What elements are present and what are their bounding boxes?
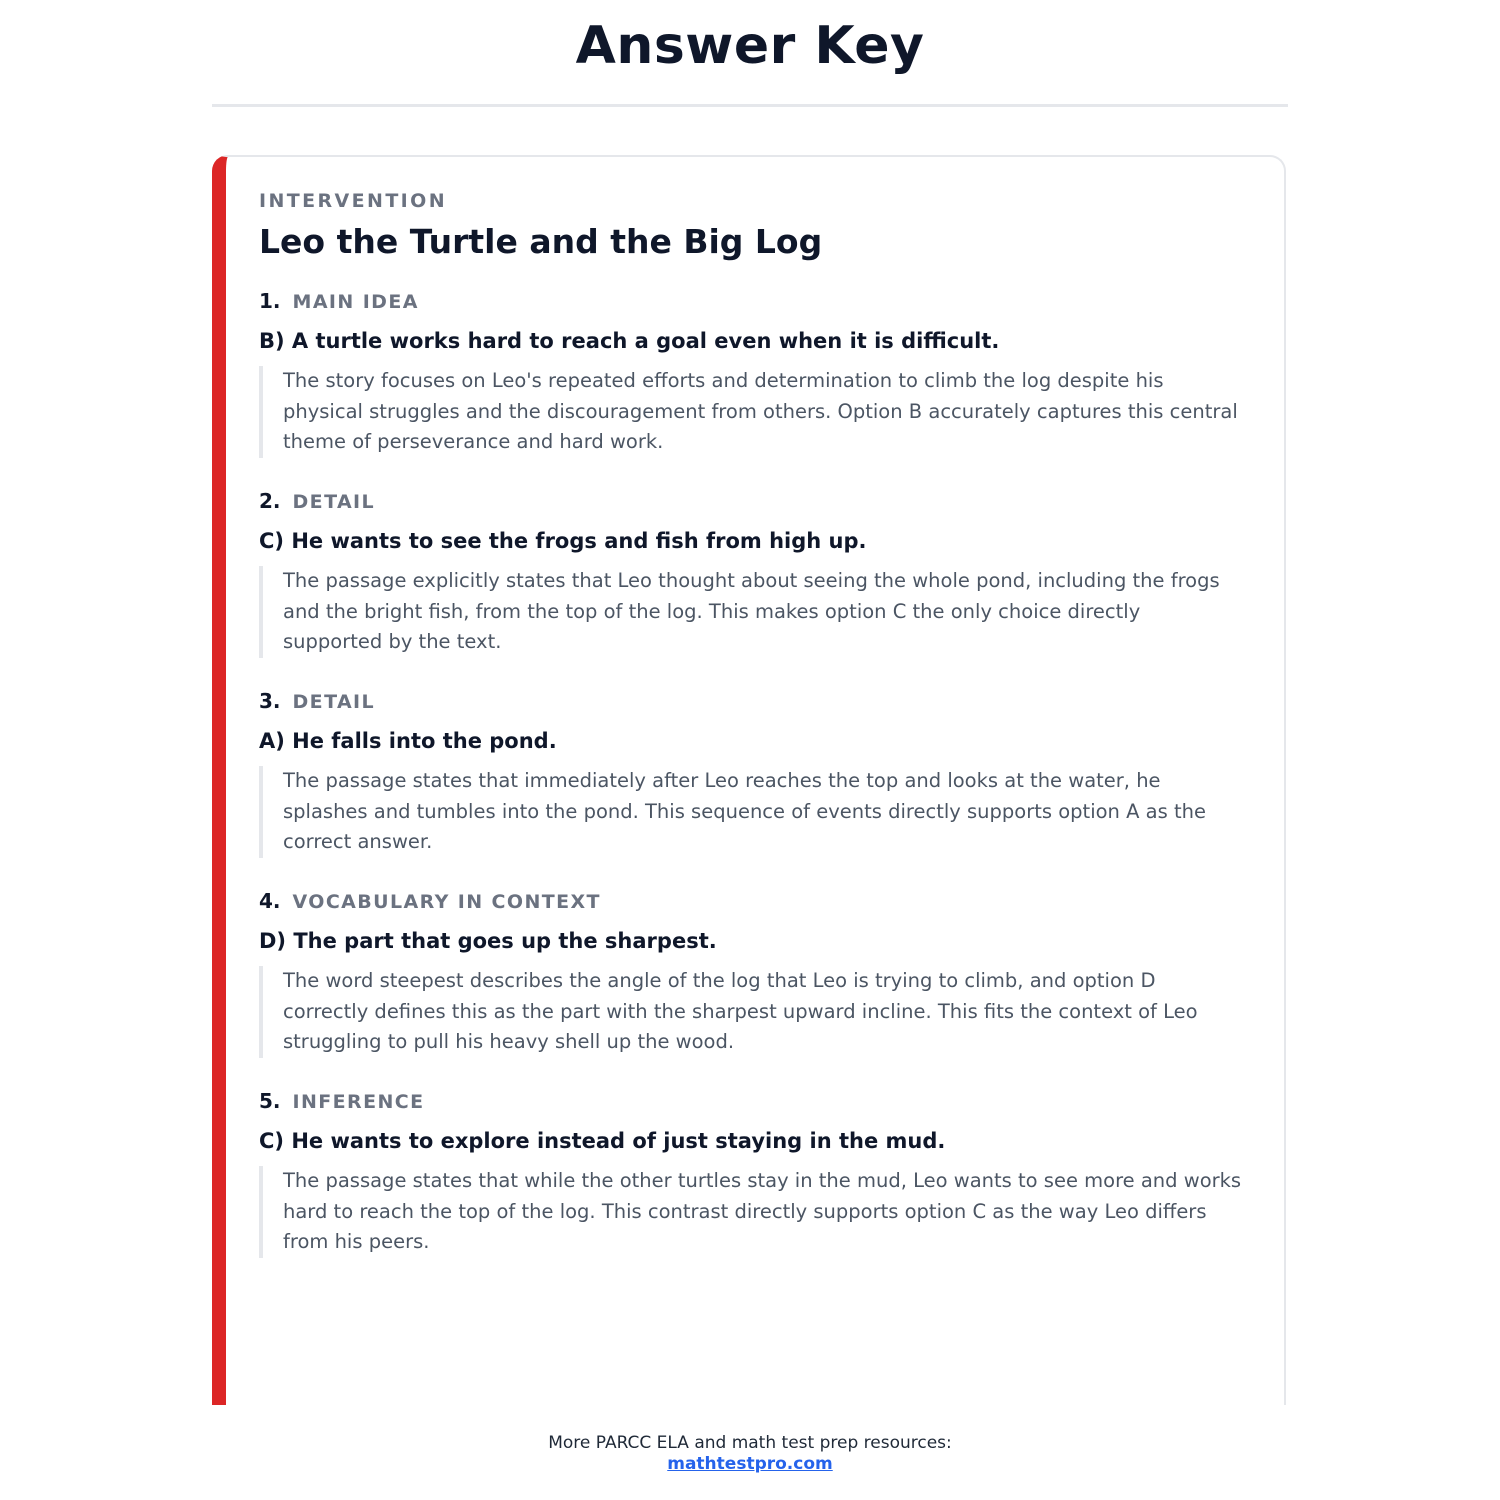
question-item [259,288,1249,488]
question-header [259,488,1249,514]
question-item [259,488,1249,688]
correct-answer: A) He falls into the pond. [259,729,557,753]
question-number: 5. [259,1089,281,1113]
passage-title: Leo the Turtle and the Big Log [259,222,823,261]
answer-explanation: The word steepest describes the angle of the log that Leo is trying to climb, and option D correctly defines this as the part with the sharpest upward incline. This fits the context of Leo struggling to pull his heavy shell up the wood. [259,966,1243,1058]
answer-explanation: The story focuses on Leo's repeated efforts and determination to climb the log despite his physical struggles and the discouragement from others. Option B accurately captures this central theme of perseverance and hard work. [259,366,1243,458]
question-number: 2. [259,489,281,513]
answer-explanation: The passage states that immediately after Leo reaches the top and looks at the water, he splashes and tumbles into the pond. This sequence of events directly supports option A as the correct answer. [259,766,1243,858]
question-list [259,288,1249,1288]
answer-explanation: The passage explicitly states that Leo thought about seeing the whole pond, including the frogs and the bright fish, from the top of the log. This makes option C the only choice directly supported by the text. [259,566,1243,658]
correct-answer: C) He wants to see the frogs and fish from high up. [259,529,867,553]
question-category: VOCABULARY IN CONTEXT [292,891,601,913]
page-title: Answer Key [575,16,925,76]
question-item [259,888,1249,1088]
correct-answer: C) He wants to explore instead of just staying in the mud. [259,1129,946,1153]
footer [0,1433,1500,1475]
correct-answer: D) The part that goes up the sharpest. [259,929,717,953]
question-item [259,688,1249,888]
question-category: DETAIL [292,491,376,513]
footer-link[interactable]: mathtestpro.com [667,1454,833,1474]
question-item [259,1088,1249,1288]
question-number: 1. [259,289,281,313]
question-category: MAIN IDEA [292,291,419,313]
question-header [259,288,1249,314]
question-category: DETAIL [292,691,376,713]
correct-answer: B) A turtle works hard to reach a goal even when it is difficult. [259,329,1000,353]
question-header [259,888,1249,914]
footer-text: More PARCC ELA and math test prep resources: [548,1433,952,1453]
question-number: 4. [259,889,281,913]
question-header [259,1088,1249,1114]
question-category: INFERENCE [292,1091,425,1113]
level-label: INTERVENTION [259,190,448,212]
question-number: 3. [259,689,281,713]
question-header [259,688,1249,714]
answer-explanation: The passage states that while the other turtles stay in the mud, Leo wants to see more and works hard to reach the top of the log. This contrast directly supports option C as the way Leo differs from his peers. [259,1166,1243,1258]
title-divider [212,104,1288,107]
